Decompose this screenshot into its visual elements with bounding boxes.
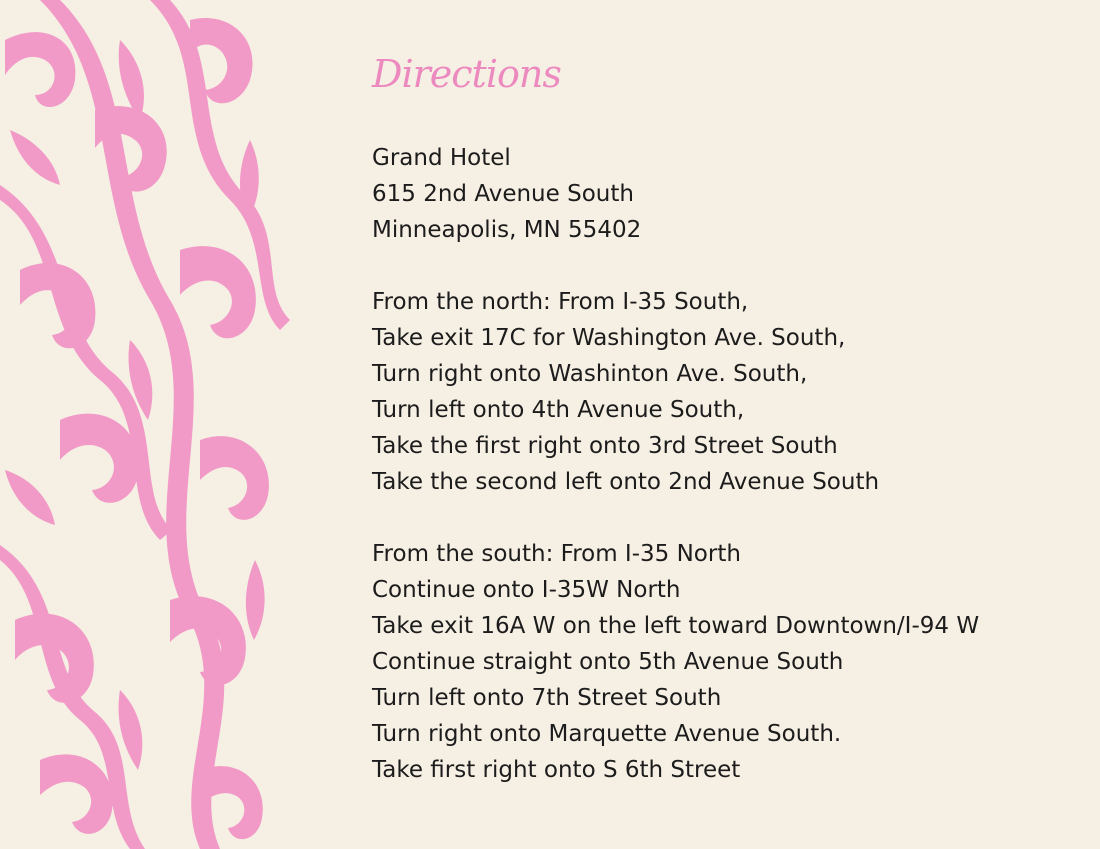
directions-content [372, 140, 1072, 824]
direction-line: Take the second left onto 2nd Avenue South [372, 469, 880, 495]
direction-line: Turn right onto Washinton Ave. South, [372, 361, 808, 387]
direction-line: Take first right onto S 6th Street [372, 757, 741, 783]
direction-line: Continue onto I-35W North [372, 577, 681, 603]
hotel-name: Grand Hotel [372, 145, 511, 171]
direction-line: Continue straight onto 5th Avenue South [372, 649, 844, 675]
direction-line: Turn left onto 7th Street South [372, 685, 722, 711]
directions-from-south [372, 536, 1072, 788]
direction-line: Turn right onto Marquette Avenue South. [372, 721, 842, 747]
floral-swirl-icon [0, 0, 290, 849]
direction-line: Take the first right onto 3rd Street South [372, 433, 838, 459]
directions-from-north [372, 284, 1072, 500]
direction-line: From the north: From I-35 South, [372, 289, 749, 315]
direction-line: Take exit 17C for Washington Ave. South, [372, 325, 846, 351]
address-block [372, 140, 1072, 248]
direction-line: From the south: From I-35 North [372, 541, 741, 567]
street-address: 615 2nd Avenue South [372, 181, 634, 207]
floral-ornament [0, 0, 290, 849]
city-state-zip: Minneapolis, MN 55402 [372, 217, 642, 243]
direction-line: Turn left onto 4th Avenue South, [372, 397, 745, 423]
page-title: Directions [372, 52, 561, 96]
direction-line: Take exit 16A W on the left toward Downtown/I-94 W [372, 613, 980, 639]
